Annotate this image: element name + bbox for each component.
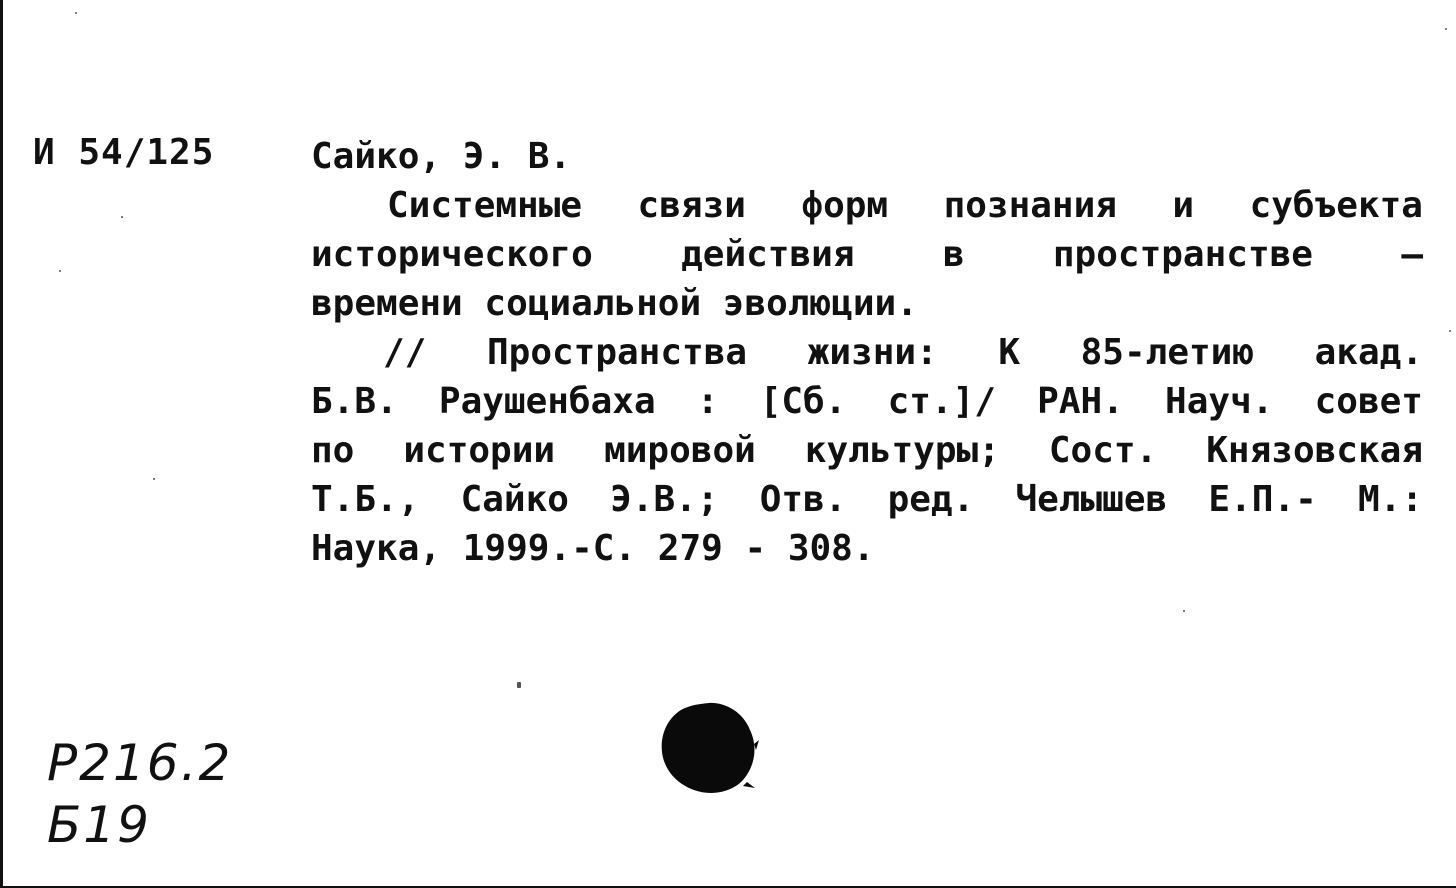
source-word: мировой <box>604 430 756 471</box>
title-line <box>311 181 1423 230</box>
source-word: по <box>311 430 355 471</box>
source-line: Наука, 1999.-С. 279 - 308. <box>311 528 875 569</box>
source-word: Пространства <box>486 332 748 373</box>
speck <box>59 270 61 272</box>
source-word: [Сб. <box>759 381 847 422</box>
title-word: познания <box>943 185 1117 226</box>
source-word: // <box>383 332 427 373</box>
shelf-mark-author-sign: Б19 <box>47 796 151 854</box>
source-word: Отв. <box>759 479 847 520</box>
source-word: Е.П.- <box>1208 479 1317 520</box>
source-word: Б.В. <box>311 381 398 422</box>
source-word: РАН. <box>1037 381 1124 422</box>
source-word: : <box>696 381 719 422</box>
call-number: И 54/125 <box>33 132 215 173</box>
speck <box>1449 330 1451 332</box>
source-line <box>311 426 1423 475</box>
title-word: и <box>1172 185 1195 226</box>
title-word: форм <box>801 185 889 226</box>
source-word: жизни: <box>807 332 938 373</box>
source-word: К <box>998 332 1021 373</box>
title-word: действия <box>681 234 855 275</box>
title-word: Системные <box>387 185 583 226</box>
source-line <box>311 377 1423 426</box>
speck <box>517 682 521 688</box>
title-word: – <box>1401 234 1423 275</box>
source-word: Э.В.; <box>610 479 719 520</box>
title-line: времени социальной эволюции. <box>311 283 918 324</box>
source-word: акад. <box>1314 332 1423 373</box>
source-word: культуры; <box>804 430 1000 471</box>
source-word: Сайко <box>460 479 569 520</box>
punch-hole-icon <box>659 700 759 796</box>
shelf-mark-classification: Р216.2 <box>47 734 233 792</box>
title-word: связи <box>637 185 746 226</box>
speck <box>1183 610 1185 612</box>
source-word: Раушенбаха <box>438 381 656 422</box>
source-word: Сост. <box>1048 430 1158 471</box>
title-word: в <box>942 234 965 275</box>
speck <box>1445 28 1447 30</box>
title-word: исторического <box>311 234 593 275</box>
source-word: 85-летию <box>1080 332 1255 373</box>
source-word: ред. <box>887 479 975 520</box>
title-line <box>311 230 1423 279</box>
speck <box>75 12 77 14</box>
source-word: истории <box>403 430 556 471</box>
source-word: ст.]/ <box>887 381 996 422</box>
source-word: Челышев <box>1015 479 1168 520</box>
source-line <box>311 328 1423 377</box>
source-word: Т.Б., <box>311 479 420 520</box>
title-word: пространстве <box>1052 234 1313 275</box>
source-line <box>311 475 1423 524</box>
speck <box>121 216 123 218</box>
title-word: субъекта <box>1249 185 1423 226</box>
bibliographic-entry <box>311 132 1423 573</box>
source-word: М.: <box>1357 479 1423 520</box>
speck <box>153 478 155 480</box>
source-word: Науч. <box>1165 381 1274 422</box>
author-heading: Сайко, Э. В. <box>311 136 572 177</box>
source-word: совет <box>1314 381 1423 422</box>
source-word: Князовская <box>1206 430 1423 471</box>
